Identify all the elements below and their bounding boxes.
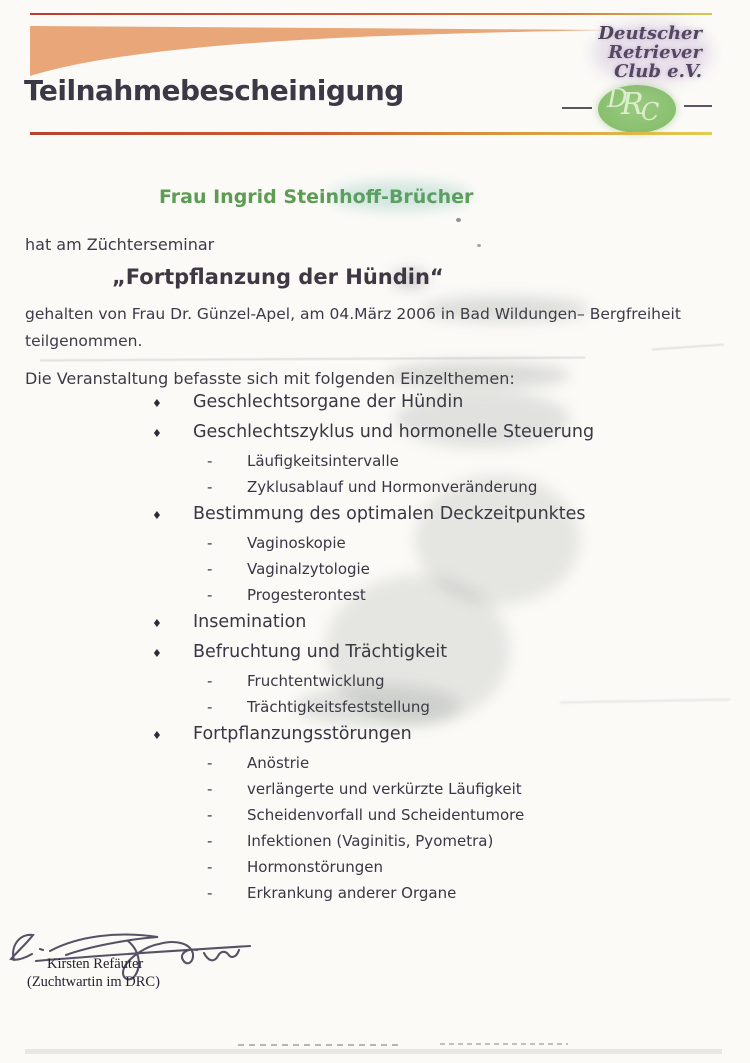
list-subitem: - Trächtigkeitsfeststellung xyxy=(207,698,430,716)
list-subitem: - Progesterontest xyxy=(207,586,366,604)
list-item: ♦ Geschlechtsorgane der Hündin xyxy=(152,392,464,412)
logo-left-dash xyxy=(562,107,592,109)
seminar-details xyxy=(25,301,681,355)
dash-bullet-icon: - xyxy=(207,754,213,772)
scan-edge-band xyxy=(25,1049,722,1054)
diamond-bullet-icon: ♦ xyxy=(152,647,162,660)
list-item: ♦ Insemination xyxy=(152,612,307,632)
list-item: ♦ Befruchtung und Trächtigkeit xyxy=(152,642,448,662)
scan-edge-smudge xyxy=(238,1044,400,1046)
seminar-details-line1: gehalten von Frau Dr. Günzel-Apel, am 04.März 2006 in Bad Wildungen– Bergfreiheit xyxy=(25,305,681,323)
diamond-bullet-icon: ♦ xyxy=(152,729,162,742)
certificate-title: Teilnahmebescheinigung xyxy=(24,74,404,107)
club-name xyxy=(598,24,702,81)
diamond-bullet-icon: ♦ xyxy=(152,397,162,410)
list-item: ♦ Fortpflanzungsstörungen xyxy=(152,724,412,744)
topics-list xyxy=(150,392,720,910)
signer-name: Kirsten Refäuter xyxy=(47,956,144,972)
scan-edge-smudge xyxy=(440,1043,568,1045)
club-name-line3: Club e.V. xyxy=(614,61,702,82)
list-item: ♦ Bestimmung des optimalen Deckzeitpunktes xyxy=(152,504,586,524)
seminar-details-line2: teilgenommen. xyxy=(25,332,143,350)
list-subitem: - Vaginoskopie xyxy=(207,534,346,552)
dash-bullet-icon: - xyxy=(207,858,213,876)
paper-crease xyxy=(40,357,585,362)
top-rule xyxy=(30,13,712,15)
dash-bullet-icon: - xyxy=(207,698,213,716)
scan-speck xyxy=(477,244,481,247)
dash-bullet-icon: - xyxy=(207,478,213,496)
list-subitem: - Infektionen (Vaginitis, Pyometra) xyxy=(207,832,494,850)
list-item: ♦ Geschlechtszyklus und hormonelle Steuerung xyxy=(152,422,595,442)
dash-bullet-icon: - xyxy=(207,780,213,798)
list-subitem: - Vaginalzytologie xyxy=(207,560,370,578)
seminar-title: „Fortpflanzung der Hündin“ xyxy=(112,265,444,289)
list-subitem: - Anöstrie xyxy=(207,754,310,772)
list-subitem: - Erkrankung anderer Organe xyxy=(207,884,457,902)
header-swoosh-shape xyxy=(30,25,608,77)
signer-role: (Zuchtwartin im DRC) xyxy=(27,974,160,990)
diamond-bullet-icon: ♦ xyxy=(152,427,162,440)
list-subitem: - Scheidenvorfall und Scheidentumore xyxy=(207,806,525,824)
list-subitem: - Hormonstörungen xyxy=(207,858,383,876)
monogram-letter-r: R xyxy=(621,87,644,122)
scan-speck xyxy=(456,218,461,222)
list-subitem: - verlängerte und verkürzte Läufigkeit xyxy=(207,780,522,798)
topics-intro: Die Veranstaltung befasste sich mit folgenden Einzelthemen: xyxy=(25,369,515,388)
dash-bullet-icon: - xyxy=(207,560,213,578)
list-subitem: - Läufigkeitsintervalle xyxy=(207,452,399,470)
dash-bullet-icon: - xyxy=(207,534,213,552)
list-subitem: - Zyklusablauf und Hormonveränderung xyxy=(207,478,538,496)
club-name-line1: Deutscher xyxy=(598,23,702,44)
dash-bullet-icon: - xyxy=(207,832,213,850)
header-bottom-rule xyxy=(30,132,712,135)
diamond-bullet-icon: ♦ xyxy=(152,509,162,522)
recipient-name: Frau Ingrid Steinhoff-Brücher xyxy=(159,186,474,208)
diamond-bullet-icon: ♦ xyxy=(152,617,162,630)
dash-bullet-icon: - xyxy=(207,452,213,470)
club-name-line2: Retriever xyxy=(608,42,702,63)
dash-bullet-icon: - xyxy=(207,884,213,902)
logo-right-dash xyxy=(684,105,712,107)
dash-bullet-icon: - xyxy=(207,806,213,824)
monogram-letter-d: D xyxy=(607,84,628,114)
intro-line: hat am Züchterseminar xyxy=(25,235,215,254)
dash-bullet-icon: - xyxy=(207,586,213,604)
dash-bullet-icon: - xyxy=(207,672,213,690)
list-subitem: - Fruchtentwicklung xyxy=(207,672,385,690)
monogram-letter-c: C xyxy=(641,98,660,126)
drc-monogram-icon xyxy=(598,85,676,133)
